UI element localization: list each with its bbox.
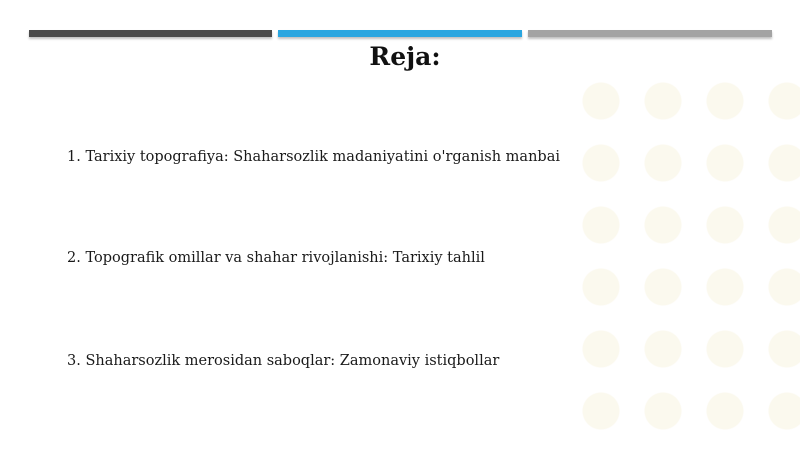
decorative-dot-pattern [560,60,800,449]
top-bar-dark [29,30,272,37]
plan-item-3: 3. Shaharsozlik merosidan saboqlar: Zamonaviy istiqbollar [67,353,500,369]
top-bar-gray [528,30,772,37]
top-bar-blue [278,30,522,37]
slide-title: Reja: [369,42,441,71]
plan-item-1: 1. Tarixiy topografiya: Shaharsozlik madaniyatini o'rganish manbai [67,149,560,165]
plan-item-2: 2. Topografik omillar va shahar rivojlanishi: Tarixiy tahlil [67,250,485,266]
